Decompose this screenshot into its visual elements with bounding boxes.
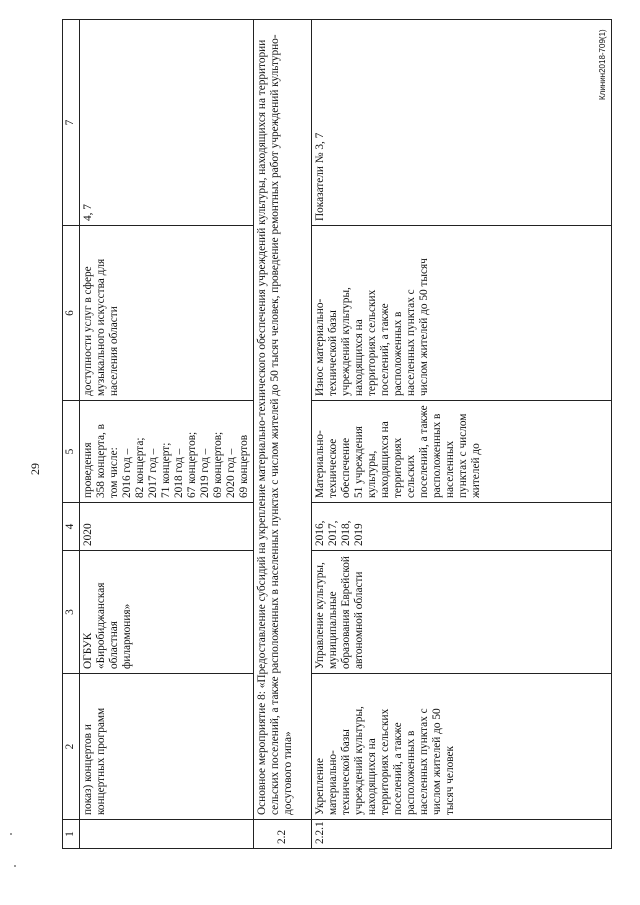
- document-code: Клинин2018-709(1): [598, 29, 607, 100]
- page-number: 29: [28, 463, 42, 475]
- section-number: 2.2: [254, 820, 312, 849]
- year-cell: 2020: [80, 503, 254, 551]
- header-col-7: 7: [63, 20, 80, 226]
- executor-cell: ОГБУК «Биробиджанская областная филармония»: [80, 551, 254, 674]
- scan-speck: [10, 833, 12, 835]
- event-cell: Укрепление материально- технической базы учреждений культуры, находящихся на территориях сельских поселений, а также расположенных в населенных пунктах с числом жителей до 50 тысяч человек: [312, 674, 612, 820]
- indicator-cell: 4, 7: [80, 20, 254, 226]
- event-cell: показ) концертов и концертных программ: [80, 674, 254, 820]
- header-col-4: 4: [63, 503, 80, 551]
- result-cell: проведения 358 концерта, в том числе: 2016 год – 82 концерта; 2017 год – 71 концерт; 2018 год – 67 концертов; 2019 год – 69 концертов; 2020 год – 69 концертов: [80, 401, 254, 503]
- year-cell: 2016, 2017, 2018, 2019: [312, 503, 612, 551]
- header-col-6: 6: [63, 226, 80, 401]
- header-col-1: 1: [63, 820, 80, 849]
- consequence-cell: Износ материально- технической базы учреждений культуры, находящихся на территориях сельских поселений, а также расположенных в населенных пунктах с числом жителей до 50 тысяч: [312, 226, 612, 401]
- row-number: [80, 820, 254, 849]
- table-row: [312, 20, 612, 849]
- result-cell: Материально- техническое обеспечение 51 учреждения культуры, находящихся на территориях сельских поселений, а также расположенных в населенных пунктах с числом жителей до: [312, 401, 612, 503]
- document-table: [62, 19, 612, 849]
- header-col-3: 3: [63, 551, 80, 674]
- section-title: Основное мероприятие 8: «Предоставление субсидий на укрепление материально-технического обеспечения учреждений культуры, находящихся на территории сельских поселений, а также расположенных в населенных пунктах с числом жителей до 50 тысяч человек, проведение ремонтных работ учреждений культурно-досугового типа»: [254, 20, 312, 820]
- table-row: [80, 20, 254, 849]
- executor-cell: Управление культуры, муниципальные образования Еврейской автономной области: [312, 551, 612, 674]
- indicator-cell: Показатели № 3, 7: [312, 20, 612, 226]
- header-col-5: 5: [63, 401, 80, 503]
- row-number: 2.2.1: [312, 820, 612, 849]
- section-row: [254, 20, 312, 849]
- scan-speck: [14, 865, 16, 867]
- table-header-row: [63, 20, 80, 849]
- header-col-2: 2: [63, 674, 80, 820]
- consequence-cell: доступности услуг в сфере музыкального искусства для населения области: [80, 226, 254, 401]
